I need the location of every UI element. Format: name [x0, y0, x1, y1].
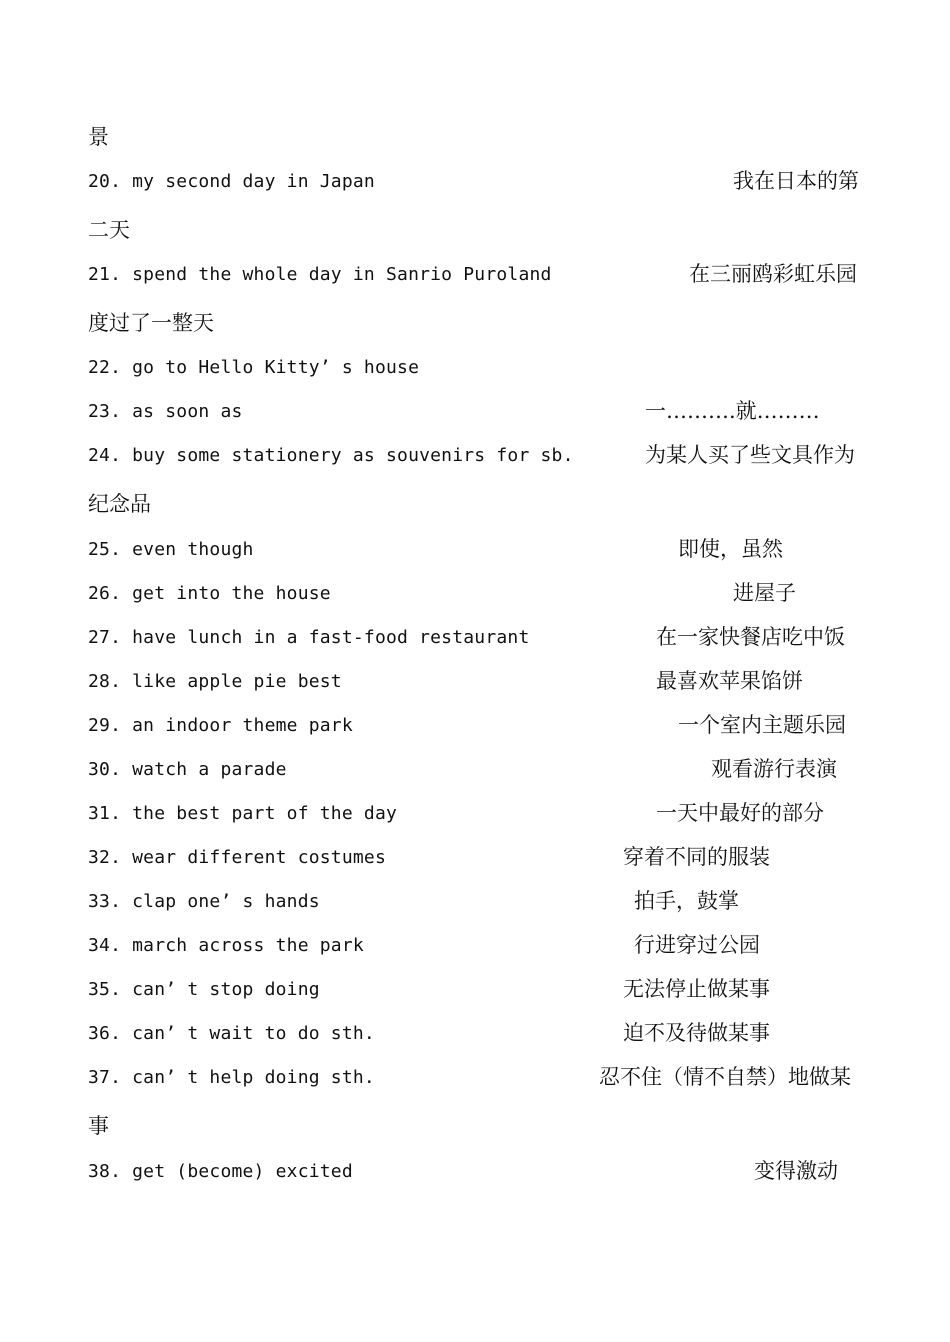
phrase-english: 22. go to Hello Kitty’ s house	[88, 357, 420, 378]
phrase-chinese: 一个室内主题乐园	[678, 713, 846, 737]
phrase-english: 29. an indoor theme park	[88, 715, 353, 736]
phrase-chinese: 最喜欢苹果馅饼	[656, 669, 803, 693]
phrase-english: 21. spend the whole day in Sanrio Puroland	[88, 264, 552, 285]
phrase-english: 34. march across the park	[88, 935, 364, 956]
phrase-chinese: 无法停止做某事	[623, 977, 770, 1001]
continuation-line: 度过了一整天	[88, 311, 214, 335]
phrase-english: 38. get (become) excited	[88, 1161, 353, 1182]
continuation-line: 事	[88, 1114, 109, 1138]
phrase-english: 37. can’ t help doing sth.	[88, 1067, 375, 1088]
phrase-chinese: 变得激动	[754, 1159, 838, 1183]
phrase-english: 26. get into the house	[88, 583, 331, 604]
phrase-chinese: 即使，虽然	[678, 537, 783, 561]
continuation-line: 纪念品	[88, 492, 151, 516]
phrase-chinese: 穿着不同的服装	[623, 845, 770, 869]
phrase-english: 28. like apple pie best	[88, 671, 342, 692]
phrase-chinese: 拍手，鼓掌	[634, 889, 739, 913]
phrase-chinese: 一天中最好的部分	[656, 801, 824, 825]
phrase-english: 24. buy some stationery as souvenirs for sb.	[88, 445, 574, 466]
phrase-english: 35. can’ t stop doing	[88, 979, 320, 1000]
phrase-english: 20. my second day in Japan	[88, 171, 375, 192]
phrase-chinese: 一……….就………	[645, 399, 820, 423]
phrase-chinese: 我在日本的第	[733, 169, 859, 193]
phrase-english: 27. have lunch in a fast-food restaurant	[88, 627, 530, 648]
phrase-chinese: 在三丽鸥彩虹乐园	[689, 262, 857, 286]
phrase-english: 23. as soon as	[88, 401, 243, 422]
phrase-english: 30. watch a parade	[88, 759, 287, 780]
phrase-chinese: 进屋子	[733, 581, 796, 605]
phrase-english: 31. the best part of the day	[88, 803, 398, 824]
phrase-chinese: 为某人买了些文具作为	[645, 443, 855, 467]
phrase-english: 33. clap one’ s hands	[88, 891, 320, 912]
phrase-chinese: 迫不及待做某事	[623, 1021, 770, 1045]
phrase-english: 36. can’ t wait to do sth.	[88, 1023, 375, 1044]
phrase-chinese: 行进穿过公园	[634, 933, 760, 957]
phrase-english: 25. even though	[88, 539, 254, 560]
phrase-chinese: 观看游行表演	[711, 757, 837, 781]
continuation-line: 二天	[88, 218, 130, 242]
phrase-chinese: 忍不住（情不自禁）地做某	[599, 1065, 851, 1089]
continuation-line: 景	[88, 125, 109, 149]
phrase-chinese: 在一家快餐店吃中饭	[656, 625, 845, 649]
phrase-english: 32. wear different costumes	[88, 847, 386, 868]
